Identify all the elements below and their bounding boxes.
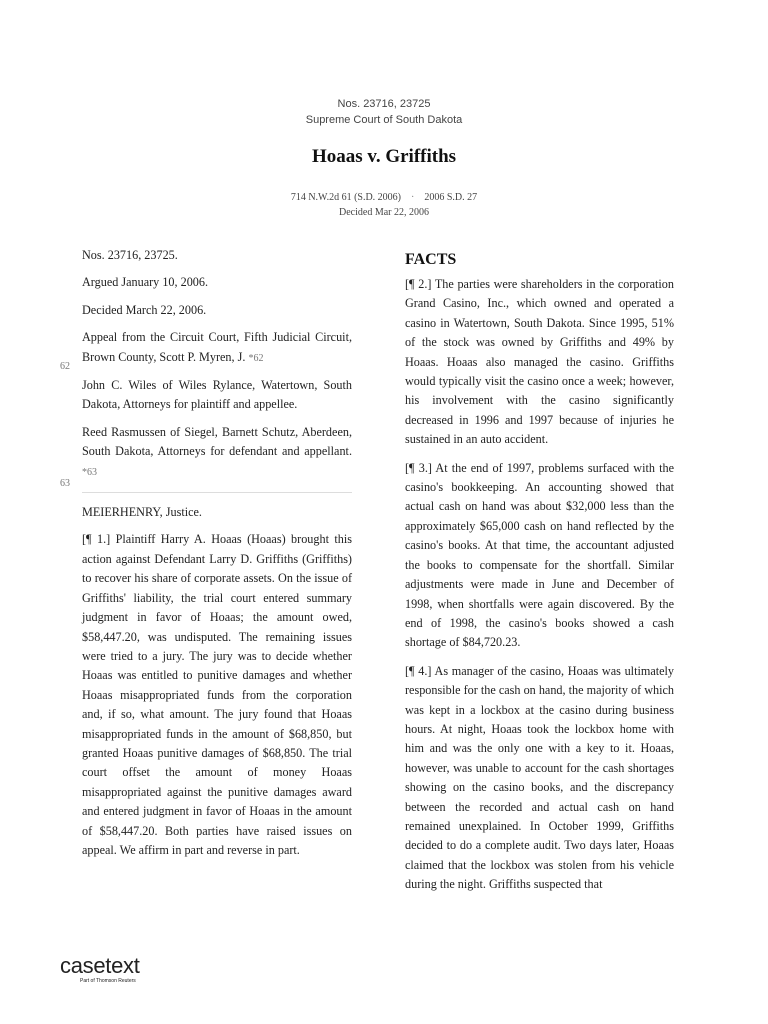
citation-block [0, 190, 768, 220]
logo-tagline: Part of Thomson Reuters [80, 978, 136, 984]
appellant-counsel [82, 423, 352, 482]
paragraph-4: [¶ 4.] As manager of the casino, Hoaas was ultimately responsible for the cash on hand, the majority of which was kept in a lockbox at the casino during business hours. At night, Hoaas took the lockbox home with him and was the only one with a key to it. Hoaas, however, was unable to account for the cash shortages showing on the casino books, and the discrepancy between the recorded and actual cash on hand remained unexplained. In October 1999, Griffiths decided to do a complete audit. Two days later, Hoaas claimed that the lockbox was stolen from his vehicle during the night. Griffiths suspected that [405, 663, 674, 892]
reporter-citation: 714 N.W.2d 61 (S.D. 2006) [290, 192, 402, 203]
logo-wordmark: casetext [60, 953, 140, 978]
appellee-counsel: John C. Wiles of Wiles Rylance, Watertown, South Dakota, Attorneys for plaintiff and appellee. [82, 378, 352, 412]
argued-date: Argued January 10, 2006. [82, 275, 209, 290]
margin-page-number: 62 [60, 361, 70, 372]
appellant-text: Reed Rasmussen of Siegel, Barnett Schutz, Aberdeen, South Dakota, Attorneys for defendant and appellant. [82, 424, 352, 459]
right-column [405, 251, 674, 904]
divider [82, 492, 352, 493]
docket-number: Nos. 23716, 23725 [337, 98, 431, 110]
paragraph-1: [¶ 1.] Plaintiff Harry A. Hoaas (Hoaas) brought this action against Defendant Larry D. Griffiths (Griffiths) to recover his share of corporate assets. On the issue of Griffiths' liability, the trial court entered summary judgment in favor of Hoaas; the amount owed, $58,447.20, was undisputed. The remaining issues were tried to a jury. The jury was to decide whether Hoaas was entitled to punitive damages and whether Hoaas misappropriated funds from the corporation and, if so, what amount. The jury found that Hoaas misappropriated funds in the amount of $68,850, but granted Hoaas punitive damages of $68,850. The trial court offset the amount of money Hoaas misappropriated against the punitive damages award and entered judgment in favor of Hoaas in the amount of $58,447.20. Both parties have raised issues on appeal. We affirm in part and reverse in part. [82, 532, 352, 857]
page-marker: *63 [82, 466, 97, 478]
paragraph-3: [¶ 3.] At the end of 1997, problems surfaced with the casino's bookkeeping. An accounting showed that actual cash on hand was about $32,000 less than the approximately $65,000 cash on hand reflected by the casino's books. At that time, the accountant adjusted the books to compensate for the shortfall. Similar adjustments were made in June and December of 1998, when shortfalls were again discovered. By the end of 1998, the casino's books showed a cash shortage of $84,720.23. [405, 460, 674, 650]
casetext-logo[interactable] [60, 955, 140, 984]
decided-date: Decided Mar 22, 2006 [339, 207, 429, 218]
margin-page-number: 63 [60, 478, 70, 489]
neutral-citation: 2006 S.D. 27 [424, 192, 478, 203]
left-column [82, 246, 352, 868]
docket-paragraph: Nos. 23716, 23725. [82, 248, 178, 262]
case-title: Hoaas v. Griffiths [311, 146, 457, 167]
paragraph-2: [¶ 2.] The parties were shareholders in the corporation Grand Casino, Inc., which owned and operated a casino in Watertown, South Dakota. Since 1995, 51% of the stock was owned by Griffiths and 49% by Hoaas. Hoaas also managed the casino. Griffiths would typically visit the casino once a week; however, his involvement with the casino significantly decreased in 1996 and 1997 because of injuries he sustained in an auto accident. [405, 277, 674, 447]
section-heading-facts: FACTS [405, 251, 457, 268]
opinion-author: MEIERHENRY, Justice. [82, 505, 202, 520]
citation-separator: · [411, 192, 415, 203]
appeal-paragraph [82, 328, 352, 368]
page-marker: *62 [248, 352, 264, 364]
appeal-text: Appeal from the Circuit Court, Fifth Judicial Circuit, Brown County, Scott P. Myren, J. [82, 330, 352, 364]
case-header [0, 96, 768, 128]
court-name: Supreme Court of South Dakota [305, 114, 463, 126]
decided-paragraph: Decided March 22, 2006. [82, 302, 207, 317]
